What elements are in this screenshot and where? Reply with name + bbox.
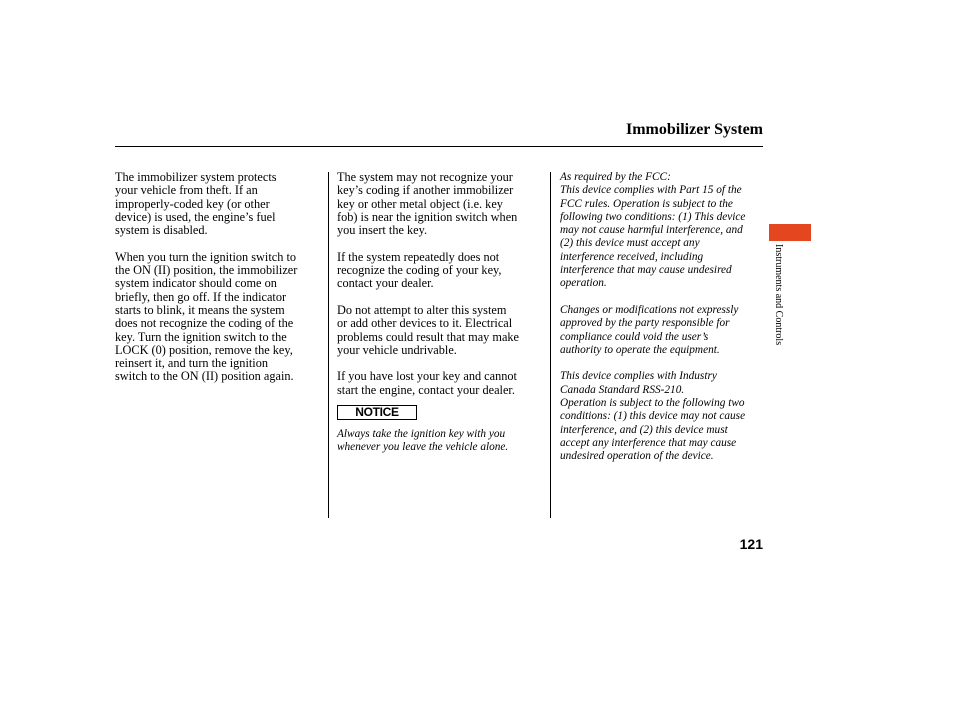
section-side-label: Instruments and Controls	[773, 244, 784, 346]
notice-text: Always take the ignition key with you whenever you leave the vehicle alone.	[337, 428, 509, 454]
notice-label: NOTICE	[355, 405, 399, 420]
section-title: Immobilizer System	[625, 121, 763, 138]
notice-badge	[337, 405, 417, 420]
paragraph: The system may not recognize your key’s coding if another immobilizer key or other metal object (i.e. key fob) is near the ignition switch when you insert the key.	[337, 170, 518, 238]
fcc-paragraph: Changes or modifications not expressly approved by the party responsible for compliance could void the user’s authority to operate the equipment.	[560, 303, 739, 356]
right-column	[560, 171, 765, 477]
paragraph: The immobilizer system protects your vehicle from theft. If an improperly-coded key (or other device) is used, the engine’s fuel system is disabled.	[115, 170, 277, 238]
column-divider-1	[328, 172, 329, 518]
fcc-paragraph: This device complies with Industry Canada Standard RSS-210. Operation is subject to the following two conditions: (1) this device may not cause interference, and (2) this device must accept any interference that may cause undesired operation of the device.	[560, 370, 746, 463]
middle-column	[337, 171, 545, 468]
fcc-paragraph: As required by the FCC: This device complies with Part 15 of the FCC rules. Operation is subject to the following two conditions: (1) This device may not cause harmful interference, and (2) this device must accept any interference received, including interference that may cause undesired operation.	[560, 171, 746, 290]
paragraph: If the system repeatedly does not recognize the coding of your key, contact your dealer.	[337, 249, 502, 291]
paragraph: Do not attempt to alter this system or add other devices to it. Electrical problems could result that may make your vehicle undrivable.	[337, 302, 520, 357]
header-rule	[115, 146, 763, 147]
section-tab-marker	[769, 224, 811, 241]
left-column	[115, 171, 320, 397]
paragraph: If you have lost your key and cannot start the engine, contact your dealer.	[337, 369, 517, 397]
page-number: 121	[739, 536, 763, 552]
column-divider-2	[550, 172, 551, 518]
paragraph: When you turn the ignition switch to the ON (II) position, the immobilizer system indicator should come on briefly, then go off. If the indicator starts to blink, it means the system does not recognize the coding of the key. Turn the ignition switch to the LOCK (0) position, remove the key, reinsert it, and turn the ignition switch to the ON (II) position again.	[115, 249, 298, 384]
